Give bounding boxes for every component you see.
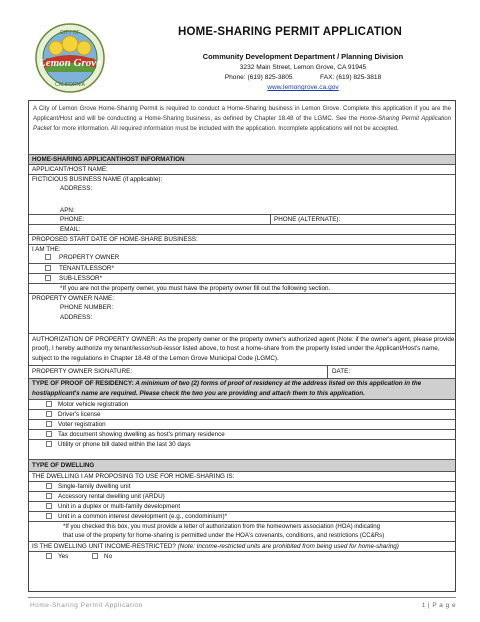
checkbox[interactable] <box>46 431 52 437</box>
yes-label: Yes <box>58 553 69 560</box>
owner-address-field[interactable]: ADDRESS: <box>60 314 93 321</box>
document-header <box>28 20 456 98</box>
svg-text:CITY OF: CITY OF <box>60 30 80 36</box>
page-number: 1 <box>421 602 426 609</box>
owner-phone-field[interactable]: PHONE NUMBER: <box>60 304 114 311</box>
option-property-owner[interactable] <box>29 253 455 263</box>
option-label: Tax document showing dwelling as host's primary residence <box>58 431 225 438</box>
section-header-residency <box>29 378 455 399</box>
option-label: PROPERTY OWNER <box>59 254 120 261</box>
footer-page-number: 1 | P a g e <box>421 602 456 609</box>
checkbox[interactable] <box>45 254 51 260</box>
intro-text-2a: See the <box>335 114 360 122</box>
yes-checkbox[interactable] <box>46 553 52 559</box>
intro-paragraph <box>33 104 451 133</box>
authorization-statement: AUTHORIZATION OF PROPERTY OWNER: As the property owner or the property owner's authorized agent (Note: if the owner's agent, please provide proof), I hereby authorize my tenant/lessor/sub-lessor listed above, to host a home-share from the property listed under the Applicant/Host's name, subject to the regulations in Chapter 18.48 of the Lemon Grove Municipal Code (LGMC). <box>29 333 455 365</box>
hoa-note-line-1: *If you checked this box, you must provide a letter of authorization from the homeowners association (HOA) indicating <box>63 523 381 530</box>
residency-option[interactable] <box>29 419 455 429</box>
option-label: Single-family dwelling unit <box>58 483 131 490</box>
residency-option[interactable] <box>29 399 455 409</box>
contact-numbers <box>178 74 428 81</box>
no-checkbox[interactable] <box>92 553 98 559</box>
date-field[interactable]: DATE: <box>332 368 351 375</box>
applicant-name-field[interactable]: APPLICANT/HOST NAME: <box>29 164 455 174</box>
residency-option[interactable] <box>29 439 455 449</box>
section-header-applicant: HOME-SHARING APPLICANT/HOST INFORMATION <box>29 154 455 164</box>
income-question-label: IS THE DWELLING UNIT INCOME-RESTRICTED? <box>32 543 178 550</box>
owner-note: *If you are not the property owner, you must have the property owner fill out the following section. <box>29 283 455 293</box>
checkbox[interactable] <box>45 265 51 271</box>
option-label: SUB-LESSOR* <box>59 275 103 282</box>
checkbox[interactable] <box>46 513 52 519</box>
phone-field[interactable]: PHONE: <box>60 216 85 223</box>
checkbox[interactable] <box>46 441 52 447</box>
footer-divider <box>28 597 456 598</box>
section-header-dwelling: TYPE OF DWELLING <box>29 459 455 471</box>
hoa-note <box>29 521 455 541</box>
intro-text-1: A City of Lemon Grove Home-Sharing Permit is required to conduct a Home-Sharing business in Lemon Grove. Complete this application if you are the Applicant/Host and will be conducting a Home-Sharing business, as defined by Chapter 18.48 of the LGMC. <box>33 105 451 122</box>
phone-row <box>29 214 455 224</box>
intro-packet-title: Home-Sharing Permit Application Packet <box>33 114 452 132</box>
department-name: Community Development Department / Planning Division <box>202 52 404 61</box>
svg-text:Lemon Grove: Lemon Grove <box>38 57 102 69</box>
option-tenant-lessor[interactable] <box>29 263 455 273</box>
dwelling-option[interactable] <box>29 481 455 491</box>
option-label: Utility or phone bill dated within the last 30 days <box>58 441 191 448</box>
city-seal-logo <box>34 22 106 94</box>
i-am-label: I AM THE: <box>29 244 455 254</box>
option-label: Motor vehicle registration <box>58 401 129 408</box>
checkbox[interactable] <box>46 493 52 499</box>
option-label: Accessory rental dwelling unit (ARDU) <box>58 493 165 500</box>
option-label: Driver's license <box>58 411 101 418</box>
start-date-field[interactable]: PROPOSED START DATE OF HOME-SHARE BUSINESS: <box>29 234 455 244</box>
fax-number: FAX: (619) 825-3818 <box>320 74 382 81</box>
option-label: Unit in a common interest development (e.g., condominium)* <box>58 513 228 520</box>
checkbox[interactable] <box>46 411 52 417</box>
intro-text-2c: for more information. All required information must be included with the application. Incomplete applications will not be accepted. <box>51 124 399 132</box>
checkbox[interactable] <box>46 483 52 489</box>
dwelling-option[interactable] <box>29 501 455 511</box>
website-link[interactable]: www.lemongrove.ca.gov <box>267 84 339 91</box>
checkbox[interactable] <box>46 503 52 509</box>
dwelling-option[interactable] <box>29 511 455 521</box>
income-restricted-question <box>29 541 455 551</box>
option-label: Voter registration <box>58 421 106 428</box>
owner-signature-field[interactable]: PROPERTY OWNER SIGNATURE: <box>32 368 133 375</box>
email-field[interactable]: EMAIL: <box>29 224 455 234</box>
income-restricted-answers <box>29 551 455 563</box>
checkbox[interactable] <box>46 421 52 427</box>
option-label: Unit in a duplex or multi-family development <box>58 503 181 510</box>
signature-row <box>29 365 455 378</box>
checkbox[interactable] <box>45 275 51 281</box>
no-label: No <box>104 553 113 560</box>
option-sub-lessor[interactable] <box>29 273 455 283</box>
business-name-field[interactable]: FICTICIOUS BUSINESS NAME (if applicable): <box>29 174 455 184</box>
checkbox[interactable] <box>46 401 52 407</box>
column-divider <box>270 215 271 224</box>
residency-option[interactable] <box>29 429 455 439</box>
department-address: 3232 Main Street, Lemon Grove, CA 91945 <box>239 64 367 71</box>
page-word: P a g e <box>432 602 456 609</box>
dwelling-question: THE DWELLING I AM PROPOSING TO USE FOR HOME-SHARING IS: <box>29 471 455 481</box>
column-divider <box>327 366 328 378</box>
residency-title: TYPE OF PROOF OF RESIDENCY: <box>32 380 134 387</box>
applicant-address-field[interactable]: ADDRESS: <box>60 185 93 192</box>
hoa-note-line-2: that use of the property for home-sharing is permitted under the HOA's covenants, conditions, and restrictions (CC&Rs) <box>63 532 385 540</box>
footer-document-name: Home-Sharing Permit Application <box>30 602 143 609</box>
dwelling-option[interactable] <box>29 491 455 501</box>
phone-alt-field[interactable]: PHONE (ALTERNATE): <box>274 216 341 223</box>
apn-field[interactable]: APN: <box>60 207 75 214</box>
income-question-note: (Note: Income-restricted units are prohibited from being used for home-sharing) <box>177 543 399 550</box>
svg-text:CALIFORNIA: CALIFORNIA <box>54 82 86 88</box>
phone-number: Phone: (619) 825-3805 <box>224 74 293 81</box>
page-title: HOME-SHARING PERMIT APPLICATION <box>178 26 403 38</box>
residency-option[interactable] <box>29 409 455 419</box>
owner-name-field[interactable]: PROPERTY OWNER NAME: <box>29 293 455 303</box>
option-label: TENANT/LESSOR* <box>59 265 114 272</box>
residency-instructions: A minimum of two (2) forms of proof of residency at the address listed on this application in the host/applicant's name are required. Please check the two you are providing and attach them to this application. <box>32 380 422 397</box>
